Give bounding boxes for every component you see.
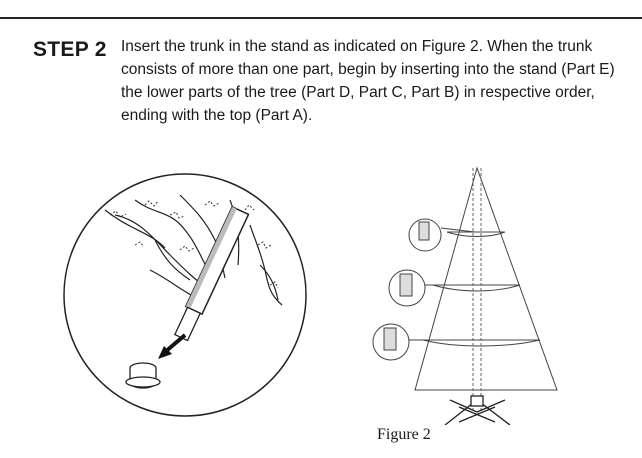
top-rule bbox=[0, 17, 642, 19]
step-instructions: Insert the trunk in the stand as indicated on Figure 2. When the trunk consists of more than one part, begin by inserting into the stand (Part E) the lower parts of the tree (Part D, Part C, Part B) in respective order, ending with the top (Part A). bbox=[121, 38, 615, 124]
tree-assembly-diagram bbox=[355, 160, 595, 425]
tree-stand bbox=[445, 396, 510, 425]
figure-caption: Figure 2 bbox=[377, 426, 431, 443]
trunk-insertion-illustration bbox=[60, 170, 310, 420]
step-label: STEP 2 bbox=[33, 38, 107, 61]
